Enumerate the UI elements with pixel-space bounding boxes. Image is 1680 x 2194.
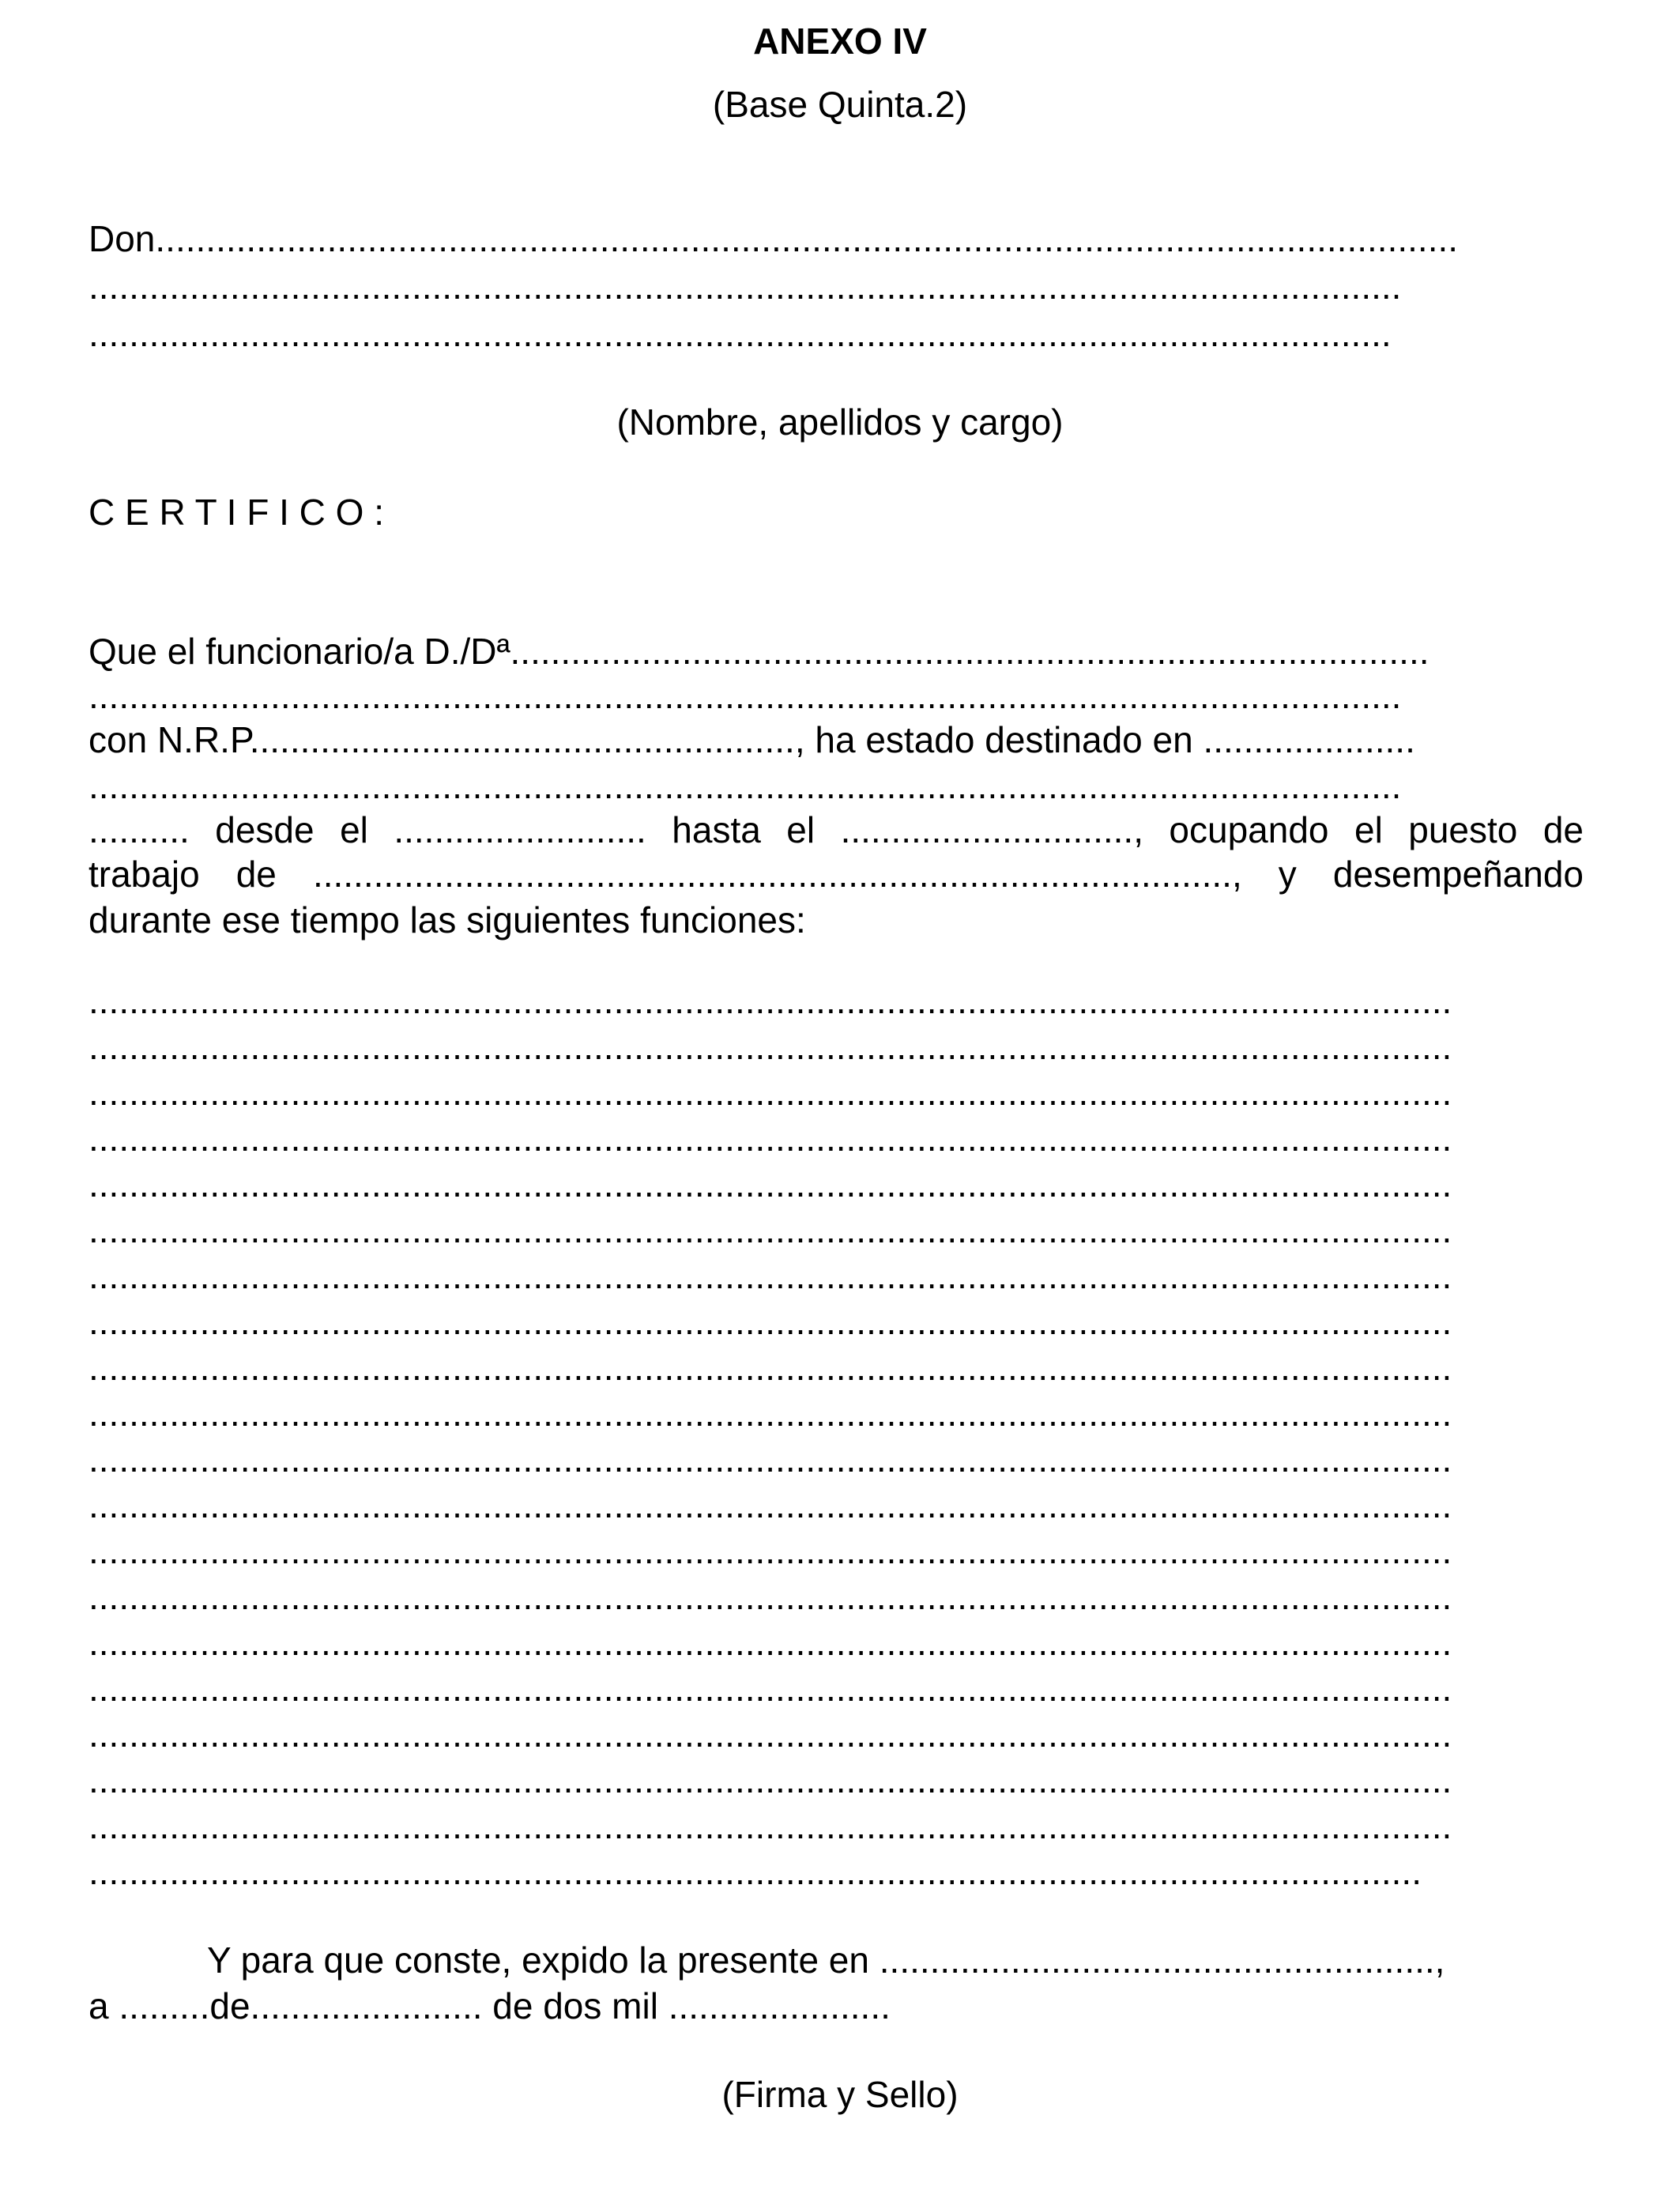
identity-caption: (Nombre, apellidos y cargo) xyxy=(616,401,1064,443)
body-line-1: Que el funcionario/a D./Dª........................................................................................... xyxy=(89,631,1430,672)
body-line-4: .................................................................................................................................. xyxy=(89,765,1402,806)
identity-line-3: ................................................................................................................................. xyxy=(89,313,1392,354)
body-line-5: .......... desde el ......................... hasta el ............................., ocupando el puesto de xyxy=(89,809,1584,850)
function-line: ....................................................................................................................................... xyxy=(89,1530,1452,1571)
identity-line-1: Don................................................................................................................................. xyxy=(89,218,1459,259)
function-line: ....................................................................................................................................... xyxy=(89,1301,1452,1342)
closing-line-1: Y para que conste, expido la presente en ......................................................., xyxy=(207,1940,1445,1981)
function-line: ....................................................................................................................................... xyxy=(89,1072,1452,1113)
body-line-7: durante ese tiempo las siguientes funciones: xyxy=(89,899,806,941)
closing-line-2: a .........de....................... de dos mil ...................... xyxy=(89,1985,891,2026)
identity-line-2: .................................................................................................................................. xyxy=(89,266,1402,307)
function-line: ....................................................................................................................................... xyxy=(89,1576,1452,1617)
function-line: ....................................................................................................................................... xyxy=(89,1163,1452,1204)
function-line: ....................................................................................................................................... xyxy=(89,1026,1452,1067)
function-line: ....................................................................................................................................... xyxy=(89,1668,1452,1709)
certifico-heading: C E R T I F I C O : xyxy=(89,492,385,533)
function-line: ....................................................................................................................................... xyxy=(89,1805,1452,1846)
function-line: ....................................................................................................................................... xyxy=(89,1484,1452,1525)
body-line-2: .................................................................................................................................. xyxy=(89,675,1402,716)
body-line-6: trabajo de ..........................................................................................., y desempeñando xyxy=(89,854,1584,895)
document-title: ANEXO IV xyxy=(753,21,927,62)
function-line: ....................................................................................................................................... xyxy=(89,1393,1452,1434)
signature-caption: (Firma y Sello) xyxy=(721,2074,959,2115)
function-line: .................................................................................................................................... xyxy=(89,1851,1422,1892)
function-line: ....................................................................................................................................... xyxy=(89,980,1452,1021)
function-line: ....................................................................................................................................... xyxy=(89,1622,1452,1663)
function-line: ....................................................................................................................................... xyxy=(89,1209,1452,1250)
function-line: ....................................................................................................................................... xyxy=(89,1438,1452,1480)
document-subtitle: (Base Quinta.2) xyxy=(712,84,968,125)
function-line: ....................................................................................................................................... xyxy=(89,1255,1452,1296)
function-line: ....................................................................................................................................... xyxy=(89,1759,1452,1800)
body-line-3: con N.R.P......................................................, ha estado destinado en ..................... xyxy=(89,719,1415,760)
function-line: ....................................................................................................................................... xyxy=(89,1118,1452,1159)
function-line: ....................................................................................................................................... xyxy=(89,1713,1452,1755)
function-line: ....................................................................................................................................... xyxy=(89,1347,1452,1388)
